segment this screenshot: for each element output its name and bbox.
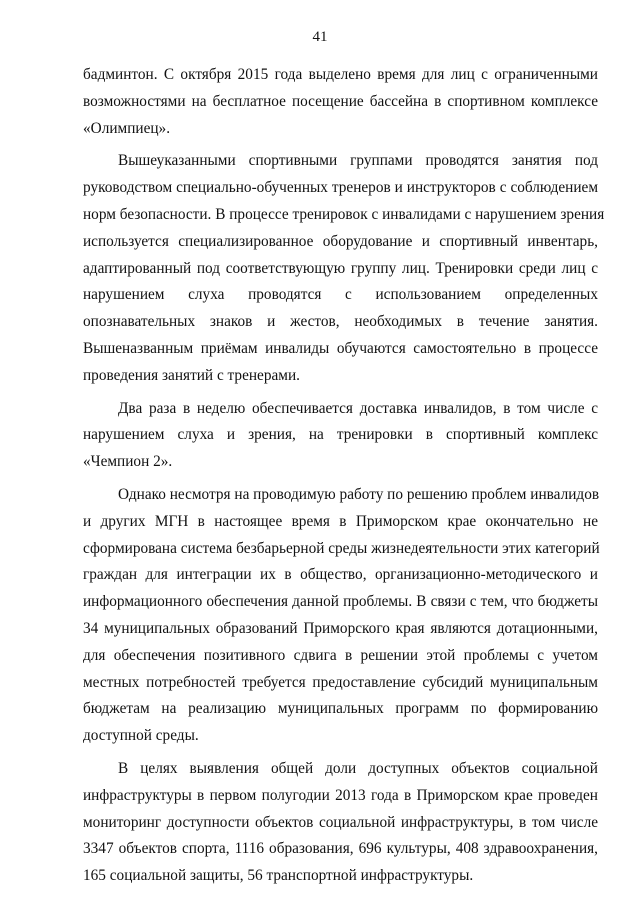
paragraph bbox=[83, 148, 605, 389]
text-line: «Олимпиец». bbox=[83, 119, 171, 137]
text-line: «Чемпион 2». bbox=[83, 453, 173, 471]
paragraph bbox=[83, 62, 598, 142]
text-line: нарушением слуха проводятся с использованием определенных bbox=[83, 286, 598, 304]
text-line: норм безопасности. В процессе тренировок с инвалидами с нарушением зрения bbox=[83, 205, 605, 223]
text-line: В целях выявления общей доли доступных объектов социальной bbox=[118, 759, 598, 777]
text-line: проведения занятий с тренерами. bbox=[83, 366, 300, 384]
document-body bbox=[83, 62, 605, 896]
text-line: местных потребностей требуется предоставление субсидий муниципальным bbox=[83, 673, 598, 691]
text-line: доступной среды. bbox=[83, 727, 199, 745]
text-line: 3347 объектов спорта, 1116 образования, 696 культуры, 408 здравоохранения, bbox=[83, 840, 598, 858]
text-line: Однако несмотря на проводимую работу по решению проблем инвалидов bbox=[118, 485, 600, 503]
text-line: опознавательных знаков и жестов, необходимых в течение занятия. bbox=[83, 313, 598, 331]
text-line: адаптированный под соответствующую группу лиц. Тренировки среди лиц с bbox=[83, 259, 598, 277]
text-line: инфраструктуры в первом полугодии 2013 года в Приморском крае проведен bbox=[83, 786, 598, 804]
text-line: Два раза в неделю обеспечивается доставка инвалидов, в том числе с bbox=[118, 399, 598, 417]
text-line: руководством специально-обученных тренеров и инструкторов с соблюдением bbox=[83, 179, 598, 197]
text-line: 165 социальной защиты, 56 транспортной инфраструктуры. bbox=[83, 867, 474, 885]
paragraph bbox=[83, 482, 598, 750]
text-line: информационного обеспечения данной проблемы. В связи с тем, что бюджеты bbox=[83, 593, 598, 611]
paragraph bbox=[83, 756, 598, 890]
text-line: 34 муниципальных образований Приморского края являются дотационными, bbox=[83, 619, 598, 637]
text-line: возможностями на бесплатное посещение бассейна в спортивном комплексе bbox=[83, 92, 598, 110]
text-line: используется специализированное оборудование и спортивный инвентарь, bbox=[83, 232, 598, 250]
text-line: мониторинг доступности объектов социальной инфраструктуры, в том числе bbox=[83, 813, 598, 831]
text-line: бюджетам на реализацию муниципальных программ по формированию bbox=[83, 700, 598, 718]
text-line: и других МГН в настоящее время в Приморском крае окончательно не bbox=[83, 512, 598, 530]
text-line: граждан для интеграции их в общество, организационно-методического и bbox=[83, 566, 598, 584]
text-line: бадминтон. С октября 2015 года выделено время для лиц с ограниченными bbox=[83, 66, 598, 83]
text-line: для обеспечения позитивного сдвига в решении этой проблемы с учетом bbox=[83, 646, 598, 664]
paragraph bbox=[83, 396, 598, 476]
text-line: Вышеназванным приёмам инвалиды обучаются самостоятельно в процессе bbox=[83, 339, 598, 357]
text-line: Вышеуказанными спортивными группами проводятся занятия под bbox=[118, 152, 598, 170]
page-number: 41 bbox=[312, 29, 328, 45]
text-line: сформирована система безбарьерной среды жизнедеятельности этих категорий bbox=[83, 539, 600, 557]
text-line: нарушением слуха и зрения, на тренировки в спортивный комплекс bbox=[83, 426, 598, 444]
